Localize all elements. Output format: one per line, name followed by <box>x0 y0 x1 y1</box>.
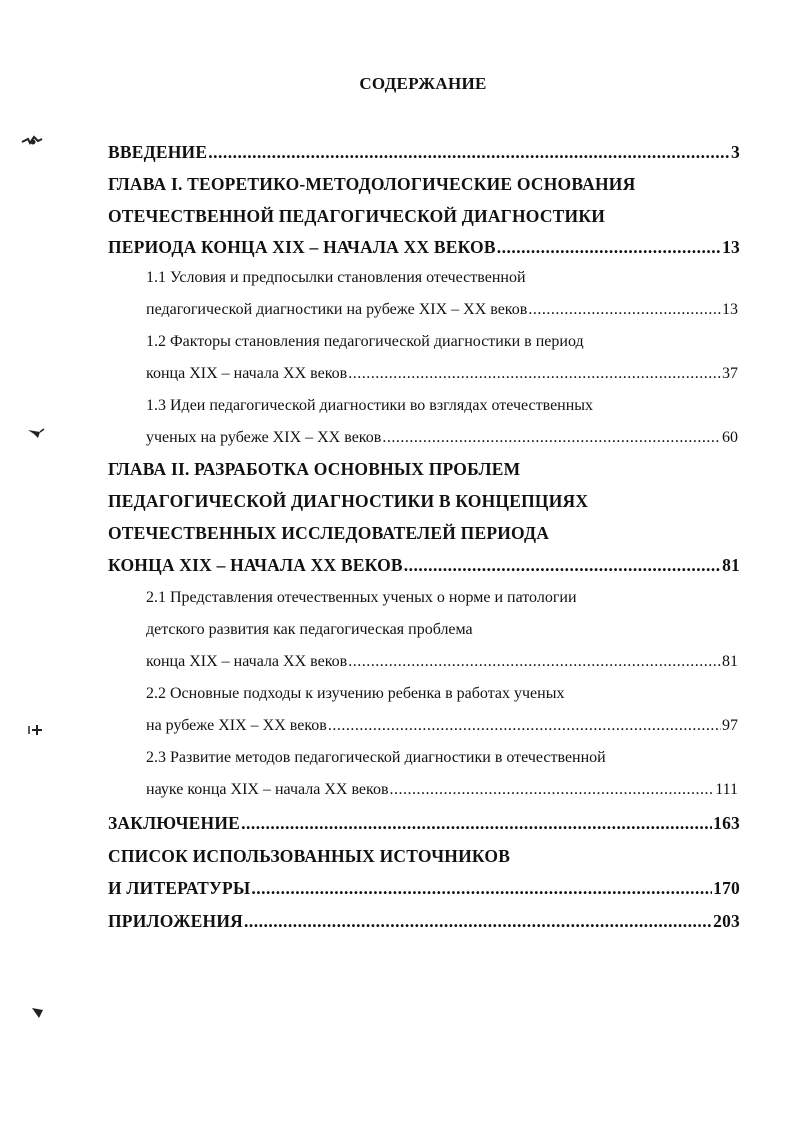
dot-leader <box>528 299 721 321</box>
toc-chapter-2-line-4[interactable] <box>108 554 740 576</box>
toc-page-number: 97 <box>722 717 738 734</box>
toc-section-1-1-line-1[interactable]: 1.1 Условия и предпосылки становления отечественной <box>146 269 526 286</box>
scan-mark-icon <box>26 722 46 738</box>
dot-leader <box>348 651 721 673</box>
toc-page-number: 60 <box>722 429 738 446</box>
toc-section-1-2-line-2[interactable] <box>146 363 738 385</box>
dot-leader <box>251 877 712 899</box>
dot-leader <box>241 812 712 834</box>
dot-leader <box>208 141 730 163</box>
toc-entry-bibliography-line-2[interactable] <box>108 877 740 899</box>
toc-page-number: 3 <box>731 142 740 162</box>
toc-section-2-2-line-2[interactable] <box>146 715 738 737</box>
toc-entry-text: педагогической диагностики на рубеже XIX – XX веков <box>146 301 528 318</box>
toc-entry-text: конца XIX – начала XX веков <box>146 365 348 382</box>
toc-section-1-3-line-1[interactable]: 1.3 Идеи педагогической диагностики во взглядах отечественных <box>146 397 594 414</box>
dot-leader <box>348 363 721 385</box>
toc-page-number: 81 <box>722 653 738 670</box>
dot-leader <box>328 715 721 737</box>
scan-mark-icon <box>26 426 46 442</box>
scan-mark-icon <box>30 1006 46 1020</box>
dot-leader <box>244 910 712 932</box>
toc-entry-text: ПРИЛОЖЕНИЯ <box>108 911 243 931</box>
toc-entry-text: на рубеже XIX – XX веков <box>146 717 327 734</box>
toc-entry-conclusion[interactable] <box>108 812 740 834</box>
toc-section-1-3-line-2[interactable] <box>146 427 738 449</box>
dot-leader <box>497 236 721 258</box>
toc-section-2-1-line-1[interactable]: 2.1 Представления отечественных ученых о норме и патологии <box>146 589 577 606</box>
toc-entry-text: науке конца XIX – начала XX веков <box>146 781 389 798</box>
page-title: СОДЕРЖАНИЕ <box>359 74 487 93</box>
toc-entry-text: ученых на рубеже XIX – XX веков <box>146 429 382 446</box>
toc-entry-text: конца XIX – начала XX веков <box>146 653 348 670</box>
toc-section-1-2-line-1[interactable]: 1.2 Факторы становления педагогической диагностики в период <box>146 333 584 350</box>
dot-leader <box>390 779 715 801</box>
toc-entry-introduction[interactable] <box>108 141 740 163</box>
toc-chapter-2-line-2[interactable]: ПЕДАГОГИЧЕСКОЙ ДИАГНОСТИКИ В КОНЦЕПЦИЯХ <box>108 491 589 511</box>
toc-page-number: 37 <box>722 365 738 382</box>
toc-entry-text: КОНЦА XIX – НАЧАЛА XX ВЕКОВ <box>108 555 403 575</box>
toc-chapter-1-line-1[interactable]: ГЛАВА I. ТЕОРЕТИКО-МЕТОДОЛОГИЧЕСКИЕ ОСНОВАНИЯ <box>108 174 636 194</box>
toc-chapter-2-line-1[interactable]: ГЛАВА II. РАЗРАБОТКА ОСНОВНЫХ ПРОБЛЕМ <box>108 459 521 479</box>
dot-leader <box>404 554 721 576</box>
dot-leader <box>382 427 721 449</box>
toc-section-2-3-line-1[interactable]: 2.3 Развитие методов педагогической диагностики в отечественной <box>146 749 606 766</box>
toc-section-2-3-line-2[interactable] <box>146 779 738 801</box>
toc-section-2-2-line-1[interactable]: 2.2 Основные подходы к изучению ребенка в работах ученых <box>146 685 565 702</box>
toc-chapter-2-line-3[interactable]: ОТЕЧЕСТВЕННЫХ ИССЛЕДОВАТЕЛЕЙ ПЕРИОДА <box>108 523 550 543</box>
toc-page-number: 13 <box>722 301 738 318</box>
toc-chapter-1-line-2[interactable]: ОТЕЧЕСТВЕННОЙ ПЕДАГОГИЧЕСКОЙ ДИАГНОСТИКИ <box>108 206 606 226</box>
toc-page-number: 170 <box>713 878 740 898</box>
toc-entry-text: ПЕРИОДА КОНЦА XIX – НАЧАЛА XX ВЕКОВ <box>108 237 496 257</box>
toc-entry-appendices[interactable] <box>108 910 740 932</box>
scan-mark-icon <box>20 133 44 149</box>
toc-section-2-1-line-2[interactable]: детского развития как педагогическая проблема <box>146 621 473 638</box>
toc-page-number: 81 <box>722 555 740 575</box>
toc-chapter-1-line-3[interactable] <box>108 236 740 258</box>
toc-entry-bibliography-line-1[interactable]: СПИСОК ИСПОЛЬЗОВАННЫХ ИСТОЧНИКОВ <box>108 846 511 866</box>
toc-page-number: 111 <box>715 781 738 798</box>
toc-section-2-1-line-3[interactable] <box>146 651 738 673</box>
toc-entry-text: И ЛИТЕРАТУРЫ <box>108 878 251 898</box>
toc-page-number: 163 <box>713 813 740 833</box>
toc-entry-text: ВВЕДЕНИЕ <box>108 142 208 162</box>
toc-section-1-1-line-2[interactable] <box>146 299 738 321</box>
toc-page-number: 203 <box>713 911 740 931</box>
toc-page-number: 13 <box>722 237 740 257</box>
toc-entry-text: ЗАКЛЮЧЕНИЕ <box>108 813 241 833</box>
